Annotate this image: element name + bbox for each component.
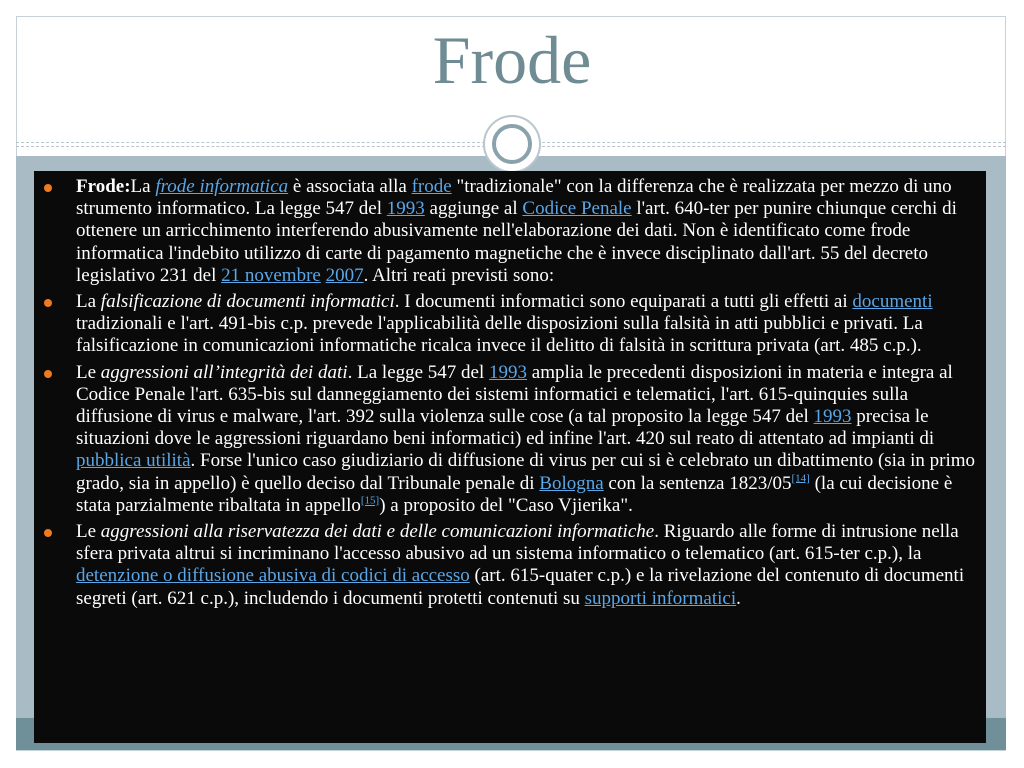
bullet-dot-icon: [44, 529, 52, 537]
link-frode-informatica[interactable]: [155, 176, 288, 197]
bullet-text: La: [76, 291, 101, 313]
link-supporti-informatici[interactable]: supporti informatici: [584, 587, 737, 609]
bullet-text: precisa le situazioni dove le aggressioni riguardano beni informatici) ed infine l'art. 420 sul reato di attentato ad impianti di: [76, 406, 935, 450]
bullet-text: . Altri reati previsti sono:: [363, 264, 555, 286]
bullet-text: con la sentenza 1823/05: [603, 472, 792, 494]
bullet-lead: Frode:: [76, 176, 131, 197]
bullet-text: amplia le precedenti disposizioni in materia e integra al Codice Penale l'art. 635-bis sul danneggiamento dei sistemi informatici e telematici, l'art. 615-quinquies sulla diffusione di virus e malware, l'art. 392 sulla violenza sulle cose (a tal proposito la legge 547 del: [76, 361, 953, 428]
bullet-text: .: [736, 587, 741, 609]
bullet-text: (art. 615-quater c.p.) e la rivelazione del contenuto di documenti segreti (art. 621 c.p.), includendo i documenti protetti contenuti su: [76, 565, 965, 609]
bullet-emphasis: aggressioni alla riservatezza dei dati e delle comunicazioni informatiche: [100, 521, 655, 543]
bullet-text: è associata alla: [288, 176, 412, 197]
bullet-emphasis: aggressioni all’integrità dei dati: [100, 361, 348, 383]
bullet-text: tradizionali e l'art. 491-bis c.p. prevede l'applicabilità delle disposizioni sulla falsità in atti pubblici e privati. La falsificazione in comunicazioni informatiche ricalca invece il delitto di falsità in scrittura privata (art. 485 c.p.).: [76, 313, 923, 357]
link-bologna[interactable]: Bologna: [539, 472, 604, 494]
bullet-item-aggressioni-integrita: [44, 362, 976, 517]
bullet-text: ) a proposito del "Caso Vjierika".: [379, 494, 633, 516]
bullet-dot-icon: [44, 184, 52, 192]
footnote-ref-15[interactable]: [15]: [360, 494, 380, 507]
bullet-item-falsificazione: [44, 291, 976, 358]
link-2007[interactable]: 2007: [325, 264, 364, 286]
bullet-item-frode: [44, 176, 976, 287]
bullet-text: La: [130, 176, 156, 197]
bullet-dot-icon: [44, 370, 52, 378]
bullet-dot-icon: [44, 299, 52, 307]
link-1993[interactable]: 1993: [489, 361, 528, 383]
bullet-emphasis: falsificazione di documenti informatici: [100, 291, 395, 313]
bullet-list: [44, 176, 976, 610]
bullet-text: . La legge 547 del: [347, 361, 490, 383]
bullet-text: Le: [76, 361, 101, 383]
bullet-text: aggiunge al: [424, 198, 523, 220]
bullet-text: l'art. 640-ter per punire chiunque cerchi di ottenere un arricchimento interferendo abusivamente nell'elaborazione dei dati. Non è identificato come frode informatica l'indebito utilizzo di carte di pagamento magnetiche che è invece disciplinato dall'art. 55 del decreto legislativo 231 del: [76, 198, 957, 286]
link-text: frode informatica: [155, 176, 289, 197]
link-1993[interactable]: 1993: [813, 406, 852, 428]
link-frode[interactable]: frode: [411, 176, 452, 197]
bullet-text: "tradizionale" con la differenza che è realizzata per mezzo di uno strumento informatico. La legge 547 del: [76, 176, 952, 220]
bullet-text: . Riguardo alle forme di intrusione nella sfera privata altrui si incriminano l'accesso abusivo ad un sistema informatico o telematico (art. 615-ter c.p.), la: [76, 521, 959, 565]
link-pubblica-utilita[interactable]: pubblica utilità: [76, 450, 191, 472]
bullet-text: . Forse l'unico caso giudiziario di diffusione di virus per cui si è celebrato un dibattimento (sia in primo grado, sia in appello) è quello deciso dal Tribunale penale di: [76, 450, 976, 494]
circle-ornament-icon: [483, 115, 541, 173]
link-1993[interactable]: 1993: [386, 198, 425, 220]
content-panel: [34, 171, 986, 743]
link-documenti[interactable]: documenti: [852, 291, 933, 313]
bullet-item-aggressioni-riservatezza: [44, 521, 976, 610]
bullet-text: (la cui decisione è stata parzialmente ribaltata in appello: [76, 472, 953, 516]
page-title: Frode: [432, 22, 592, 98]
link-21-novembre[interactable]: 21 novembre: [221, 264, 321, 286]
bullet-text: . I documenti informatici sono equiparati a tutti gli effetti ai: [394, 291, 853, 313]
bullet-text: Le: [76, 521, 101, 543]
link-detenzione-codici[interactable]: detenzione o diffusione abusiva di codici di accesso: [76, 565, 470, 587]
footnote-ref-14[interactable]: [14]: [791, 472, 810, 485]
link-codice-penale[interactable]: Codice Penale: [522, 198, 632, 220]
